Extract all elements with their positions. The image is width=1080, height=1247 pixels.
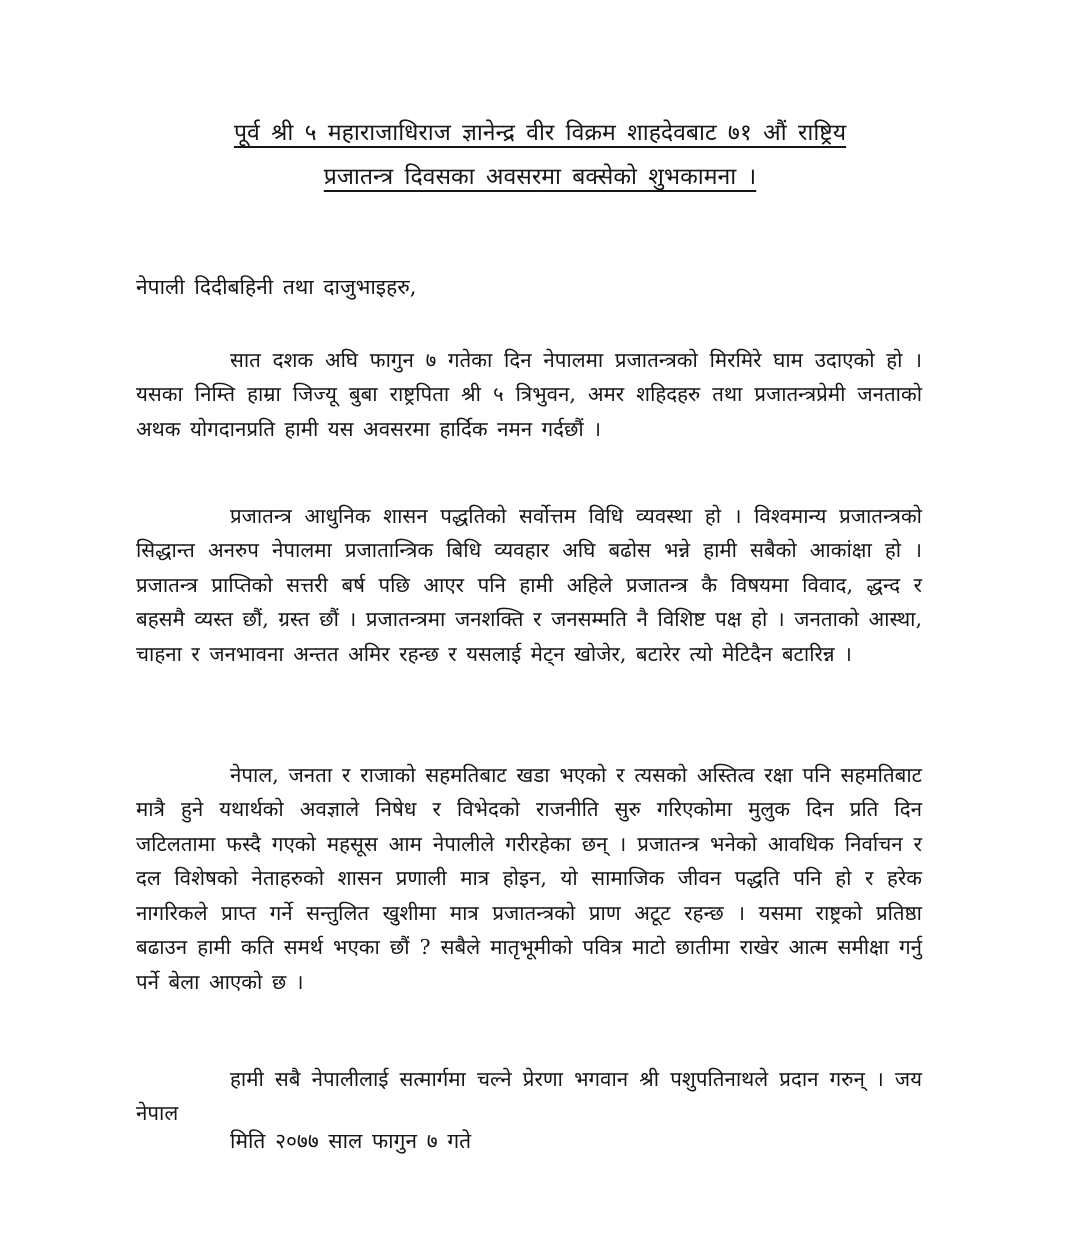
paragraph-1: सात दशक अघि फागुन ७ गतेका दिन नेपालमा प्रजातन्त्रको मिरमिरे घाम उदाएको हो । यसका निम्ति हाम्रा जिज्यू बुबा राष्ट्रपिता श्री ५ त्रिभुवन, अमर शहिदहरु तथा प्रजातन्त्रप्रेमी जनताको अथक योगदानप्रति हामी यस अवसरमा हार्दिक नमन गर्दछौं । (136, 347, 922, 441)
salutation: नेपाली दिदीबहिनी तथा दाजुभाइहरु, (136, 275, 417, 299)
paragraph-2: प्रजातन्त्र आधुनिक शासन पद्धतिको सर्वोत्तम विधि व्यवस्था हो । विश्वमान्य प्रजातन्त्रको सिद्धान्त अनरुप नेपालमा प्रजातान्त्रिक बिधि व्यवहार अघि बढोस भन्ने हामी सबैको आकांक्षा हो । प्रजातन्त्र प्राप्तिको सत्तरी बर्ष पछि आएर पनि हामी अहिले प्रजातन्त्र कै विषयमा विवाद, द्धन्द र बहसमै व्यस्त छौं, ग्रस्त छौं । प्रजातन्त्रमा जनशक्ति र जनसम्मति नै विशिष्ट पक्ष हो । जनताको आस्था, चाहना र जनभावना अन्तत अमिर रहन्छ र यसलाई मेट्न खोजेर, बटारेर त्यो मेटिदैन बटारिन्न । (136, 503, 922, 666)
paragraph-3: नेपाल, जनता र राजाको सहमतिबाट खडा भएको र त्यसको अस्तित्व रक्षा पनि सहमतिबाट मात्रै हुने यथार्थको अवज्ञाले निषेध र विभेदको राजनीति सुरु गरिएकोमा मुलुक दिन प्रति दिन जटिलतामा फस्दै गएको महसूस आम नेपालीले गरीरहेका छन् । प्रजातन्त्र भनेको आवधिक निर्वाचन र दल विशेषको नेताहरुको शासन प्रणाली मात्र होइन, यो सामाजिक जीवन पद्धति पनि हो र हरेक नागरिकले प्राप्त गर्ने सन्तुलित खुशीमा मात्र प्रजातन्त्रको प्राण अटूट रहन्छ । यसमा राष्ट्रको प्रतिष्ठा बढाउन हामी कति समर्थ भएका छौं ? सबैले मातृभूमीको पवित्र माटो छातीमा राखेर आत्म समीक्षा गर्नु पर्ने बेला आएको छ । (136, 762, 922, 994)
document-title-line-2: प्रजातन्त्र दिवसका अवसरमा बक्सेको शुभकामना । (323, 164, 757, 190)
document-title-line-1: पूर्व श्री ५ महाराजाधिराज ज्ञानेन्द्र वीर विक्रम शाहदेवबाट ७१ औं राष्ट्रिय (233, 120, 847, 146)
date-line: मिति २०७७ साल फागुन ७ गते (230, 1129, 472, 1153)
paragraph-4: हामी सबै नेपालीलाई सत्मार्गमा चल्ने प्रेरणा भगवान श्री पशुपतिनाथले प्रदान गरुन् । जय नेपाल (136, 1066, 922, 1125)
